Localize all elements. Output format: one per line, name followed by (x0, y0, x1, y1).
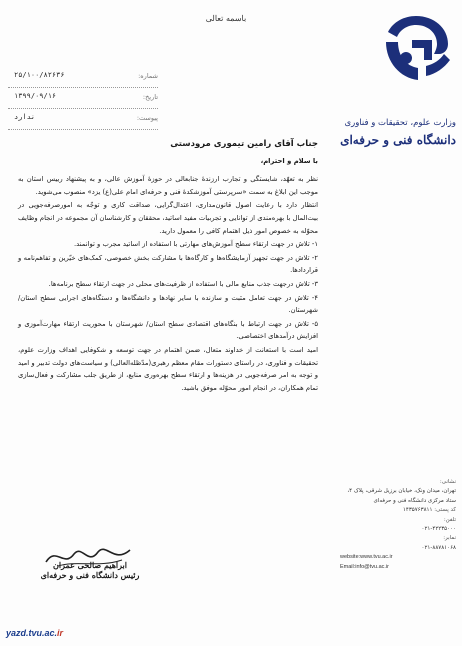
university-name: دانشگاه فنی و حرفه‌ای (340, 133, 456, 147)
brand-suffix: ir (57, 628, 64, 638)
expectations-paragraph: انتظار دارد با رعایت اصول قانون‌مداری، اعتدال‌گرایی، صداقت کاری و توجّه به امورصرفه‌جویی در بیت‌المال با بهره‌مندی از توانایی و تجربیات مفید اساتید، محققان و کارشناسان آن مجموعه در انجام وظایف محوّله به خصوص امور ذیل اهتمام کافی را معمول دارید. (18, 201, 318, 235)
phone-label: تلفن: (443, 516, 456, 523)
greeting: با سلام و احترام، (260, 156, 318, 165)
fax-label: نمابر: (443, 535, 456, 542)
ministry-name: وزارت علوم، تحقیقات و فناوری (344, 118, 456, 128)
meta-attachment-row (8, 112, 158, 130)
meta-number-row (8, 70, 158, 88)
letter-body (18, 138, 318, 395)
site-brand[interactable] (6, 628, 63, 638)
university-logo-icon (376, 10, 456, 90)
addressee: جناب آقای رامین تیموری مرودستی (170, 139, 318, 149)
postal-label: کد پستی: (434, 507, 456, 514)
list-item: ۱- تلاش در جهت ارتقاء سطح آموزش‌های مهارتی با استفاده از اساتید مجرب و توانمند. (73, 240, 318, 249)
list-item: ۵- تلاش در جهت ارتباط با بنگاه‌های اقتصادی سطح استان/ شهرستان با محوریت ارتقاء مهارت‌آموزی و افزایش درآمدهای اختصاصی. (18, 319, 318, 341)
address-label: نشانی: (439, 479, 456, 485)
signatory-name: ابراهیم صالحی عمران (52, 560, 128, 570)
invocation-text: باسمه تعالی (205, 14, 247, 23)
handwritten-signature-icon (38, 542, 138, 572)
meta-number-value: ۲۵/۱۰۰/۸۲۶۳۶ (14, 71, 65, 79)
website-link[interactable]: website:www.tvu.ac.ir (340, 554, 393, 561)
fax-value: ۰۲۱-۸۸۷۸۱۰۶۸ (421, 544, 456, 551)
brand-mid: tvu.ac. (28, 628, 58, 638)
list-item: ۴- تلاش در جهت تعامل مثبت و سازنده با سایر نهادها و دانشگاه‌ها و دستگاه‌های اجرایی سطح استان/شهرستان. (18, 293, 318, 315)
signature-block (30, 560, 150, 580)
letter-meta (8, 70, 158, 133)
list-item: ۳- تلاش درجهت جذب منابع مالی با استفاده از ظرفیت‌های محلی در جهت ارتقاء سطح برنامه‌ها. (48, 279, 318, 288)
address-text: تهران، میدان ونک، خیابان برزیل شرقی، پلاک ۴، ستاد مرکزی دانشگاه فنی و حرفه‌ای (347, 488, 456, 504)
meta-date-value: ۱۳۹۹/۰۹/۱۶ (14, 92, 57, 100)
meta-number-label: شماره: (138, 72, 158, 80)
meta-date-label: تاریخ: (142, 93, 158, 101)
closing-paragraph: امید است با استعانت از خداوند متعال، ضمن اهتمام در جهت توسعه و شکوفایی اهداف وزارت علوم، تحقیقات و فناوری، در راستای دستورات مقام معظم رهبری(مدّظله‌العالی) و سیاست‌های دولت تدبیر و امید و توجه به امر صرفه‌جویی در هزینه‌ها و ارتقاء سطح بهره‌وری منابع، از طریق جلب مشارکت و فعال‌سازی تمام همکاران، در انجام امور محوّله موفق باشید. (18, 345, 318, 392)
meta-attachment-label: پیوست: (136, 114, 158, 122)
contact-block (340, 478, 456, 572)
signatory-title: رئیس دانشگاه فنی و حرفه‌ای (40, 570, 140, 580)
list-item: ۲- تلاش در جهت تجهیز آزمایشگاه‌ها و کارگاه‌ها با مشارکت بخش خصوصی، کمک‌های خیّرین و تفاهم‌نامه و قراردادها. (18, 253, 318, 275)
postal-value: ۱۴۳۵۷۶۳۸۱۱ (402, 507, 433, 514)
brand-prefix: yazd. (6, 628, 29, 638)
phone-value: ۰۲۱-۴۲۲۳۵۰۰۰ (421, 526, 456, 533)
meta-date-row (8, 91, 158, 109)
meta-attachment-value: ندارد (14, 113, 36, 121)
footer-watermark (0, 622, 462, 646)
email-link[interactable]: Email:info@tvu.ac.ir (340, 563, 389, 570)
intro-paragraph: نظر به تعهّد، شایستگی و تجارب ارزندۀ جنابعالی در حوزۀ آموزش عالی، و به پیشنهاد رییس استان به موجب این ابلاغ به سمت «سرپرستی آموزشکدۀ فنی و حرفه‌ای امام علی(ع) یزد» منصوب می‌شوید. (18, 175, 318, 196)
